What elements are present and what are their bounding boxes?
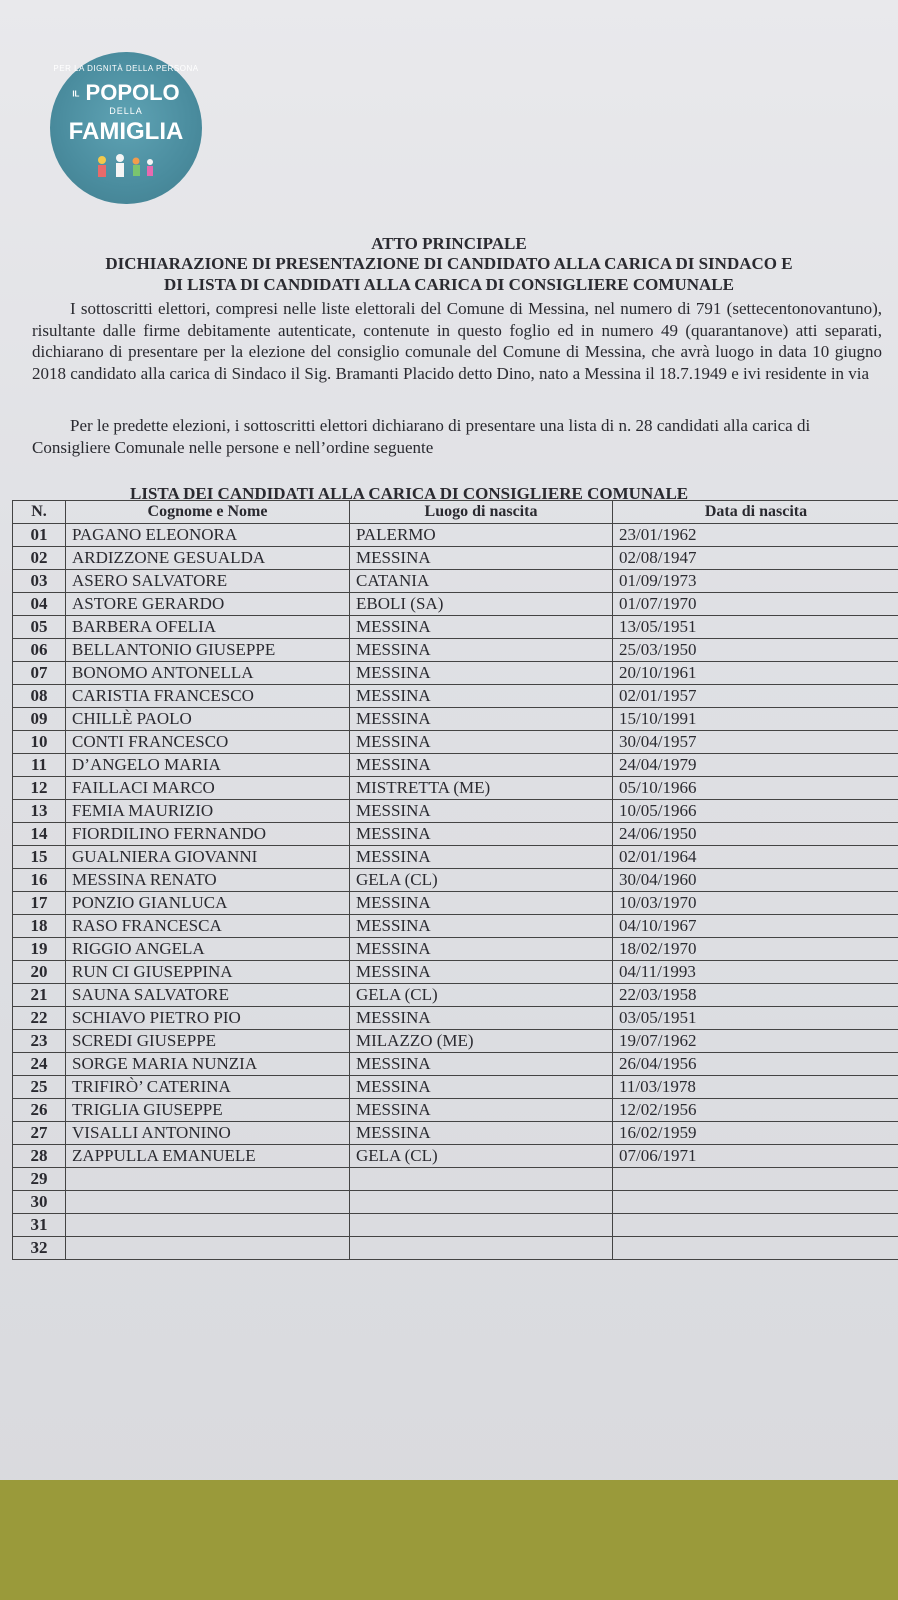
name-cell: D’ANGELO MARIA [66,754,350,777]
table-row [13,547,898,570]
logo-title-line2: DELLA [109,106,143,116]
name-cell: RUN CI GIUSEPPINA [66,961,350,984]
name-cell: FIORDILINO FERNANDO [66,823,350,846]
number-cell: 23 [13,1030,66,1053]
table-row [13,1053,898,1076]
name-cell [66,1191,350,1214]
table-row [13,685,898,708]
table-row [13,1122,898,1145]
table-row [13,984,898,1007]
birthplace-cell [350,1237,613,1260]
table-row [13,869,898,892]
birthplace-cell: PALERMO [350,524,613,547]
birthplace-cell: GELA (CL) [350,1145,613,1168]
table-row [13,800,898,823]
table-row [13,1145,898,1168]
name-cell: SCHIAVO PIETRO PIO [66,1007,350,1030]
birthplace-cell: MESSINA [350,915,613,938]
table-row [13,823,898,846]
document-title: ATTO PRINCIPALE [371,234,527,253]
birthplace-cell: GELA (CL) [350,869,613,892]
birthdate-cell: 10/03/1970 [613,892,898,915]
name-cell: VISALLI ANTONINO [66,1122,350,1145]
number-cell: 03 [13,570,66,593]
family-icon [90,152,162,182]
birthdate-cell [613,1214,898,1237]
table-row [13,1237,898,1260]
name-cell: FAILLACI MARCO [66,777,350,800]
birthdate-cell: 07/06/1971 [613,1145,898,1168]
table-row [13,1191,898,1214]
name-cell [66,1237,350,1260]
list-intro-paragraph: Per le predette elezioni, i sottoscritti elettori dichiarano di presentare una lista di n. 28 candidati alla carica di Consigliere Comunale nelle persone e nell’ordine seguente [32,416,811,457]
table-row [13,616,898,639]
birthdate-cell: 26/04/1956 [613,1053,898,1076]
name-cell: GUALNIERA GIOVANNI [66,846,350,869]
birthplace-cell: MESSINA [350,961,613,984]
number-cell: 06 [13,639,66,662]
birthplace-cell [350,1168,613,1191]
name-cell: BELLANTONIO GIUSEPPE [66,639,350,662]
number-cell: 19 [13,938,66,961]
birthplace-cell: MISTRETTA (ME) [350,777,613,800]
number-cell: 32 [13,1237,66,1260]
number-cell: 01 [13,524,66,547]
logo-prefix: IL [72,89,80,99]
number-cell: 13 [13,800,66,823]
name-cell: CONTI FRANCESCO [66,731,350,754]
table-row [13,754,898,777]
birthdate-cell: 03/05/1951 [613,1007,898,1030]
birthplace-cell: MESSINA [350,823,613,846]
birthplace-cell: MESSINA [350,731,613,754]
name-cell: TRIGLIA GIUSEPPE [66,1099,350,1122]
number-cell: 24 [13,1053,66,1076]
table-row [13,1007,898,1030]
header-name: Cognome e Nome [66,501,350,524]
table-row [13,731,898,754]
number-cell: 15 [13,846,66,869]
birthdate-cell: 13/05/1951 [613,616,898,639]
birthplace-cell [350,1191,613,1214]
birthdate-cell: 18/02/1970 [613,938,898,961]
birthplace-cell: MESSINA [350,846,613,869]
number-cell: 05 [13,616,66,639]
birthdate-cell: 10/05/1966 [613,800,898,823]
birthplace-cell: MESSINA [350,1053,613,1076]
document-subtitle-line2: DI LISTA DI CANDIDATI ALLA CARICA DI CONSIGLIERE COMUNALE [164,275,734,294]
number-cell: 11 [13,754,66,777]
birthplace-cell: MILAZZO (ME) [350,1030,613,1053]
number-cell: 29 [13,1168,66,1191]
party-logo [50,52,202,204]
background-bottom [0,1480,898,1600]
birthdate-cell: 02/01/1964 [613,846,898,869]
birthplace-cell [350,1214,613,1237]
table-row [13,570,898,593]
birthdate-cell: 20/10/1961 [613,662,898,685]
birthdate-cell: 01/07/1970 [613,593,898,616]
birthplace-cell: MESSINA [350,892,613,915]
birthdate-cell: 11/03/1978 [613,1076,898,1099]
birthplace-cell: MESSINA [350,938,613,961]
birthdate-cell [613,1168,898,1191]
number-cell: 04 [13,593,66,616]
birthplace-cell: MESSINA [350,685,613,708]
number-cell: 02 [13,547,66,570]
birthplace-cell: MESSINA [350,1007,613,1030]
birthdate-cell: 01/09/1973 [613,570,898,593]
table-header-row [13,501,898,524]
name-cell: ARDIZZONE GESUALDA [66,547,350,570]
header-number: N. [13,501,66,524]
birthdate-cell: 30/04/1960 [613,869,898,892]
table-row [13,1168,898,1191]
number-cell: 10 [13,731,66,754]
table-row [13,662,898,685]
number-cell: 21 [13,984,66,1007]
birthplace-cell: MESSINA [350,616,613,639]
table-row [13,1099,898,1122]
header-birthplace: Luogo di nascita [350,501,613,524]
birthdate-cell: 24/06/1950 [613,823,898,846]
table-row [13,892,898,915]
table-row [13,639,898,662]
birthdate-cell: 23/01/1962 [613,524,898,547]
table-row [13,846,898,869]
table-row [13,961,898,984]
number-cell: 26 [13,1099,66,1122]
name-cell: ASERO SALVATORE [66,570,350,593]
birthplace-cell: MESSINA [350,1122,613,1145]
name-cell [66,1214,350,1237]
birthplace-cell: EBOLI (SA) [350,593,613,616]
table-row [13,593,898,616]
declaration-paragraph: I sottoscritti elettori, compresi nelle liste elettorali del Comune di Messina, nel numero di 791 (settecentonovantuno), risultante dalle firme debitamente autenticate, contenute in questo foglio ed in numero 49 (quarantanove) atti separati, dichiarano di presentare per la elezione del consiglio comunale del Comune di Messina, che avrà luogo in data 10 giugno 2018 candidato alla carica di Sindaco il Sig. Bramanti Placido detto Dino, nato a Messina il 18.7.1949 e ivi residente in via [32,299,882,383]
logo-title-line3: FAMIGLIA [68,118,184,145]
number-cell: 27 [13,1122,66,1145]
table-row [13,938,898,961]
name-cell: RASO FRANCESCA [66,915,350,938]
birthplace-cell: GELA (CL) [350,984,613,1007]
number-cell: 08 [13,685,66,708]
number-cell: 12 [13,777,66,800]
birthplace-cell: MESSINA [350,1076,613,1099]
table-row [13,708,898,731]
header-birthdate: Data di nascita [613,501,898,524]
birthplace-cell: MESSINA [350,639,613,662]
name-cell: TRIFIRÒ’ CATERINA [66,1076,350,1099]
number-cell: 17 [13,892,66,915]
birthdate-cell: 04/11/1993 [613,961,898,984]
logo-title-line1 [50,80,202,106]
table-row [13,1214,898,1237]
name-cell: BONOMO ANTONELLA [66,662,350,685]
name-cell: SAUNA SALVATORE [66,984,350,1007]
birthdate-cell: 04/10/1967 [613,915,898,938]
birthplace-cell: CATANIA [350,570,613,593]
birthplace-cell: MESSINA [350,754,613,777]
birthplace-cell: MESSINA [350,800,613,823]
name-cell: RIGGIO ANGELA [66,938,350,961]
number-cell: 28 [13,1145,66,1168]
number-cell: 31 [13,1214,66,1237]
name-cell: FEMIA MAURIZIO [66,800,350,823]
birthplace-cell: MESSINA [350,1099,613,1122]
name-cell: PONZIO GIANLUCA [66,892,350,915]
birthdate-cell: 24/04/1979 [613,754,898,777]
birthdate-cell [613,1191,898,1214]
name-cell: CHILLÈ PAOLO [66,708,350,731]
birthdate-cell: 12/02/1956 [613,1099,898,1122]
name-cell: SORGE MARIA NUNZIA [66,1053,350,1076]
table-row [13,524,898,547]
name-cell: CARISTIA FRANCESCO [66,685,350,708]
name-cell: SCREDI GIUSEPPE [66,1030,350,1053]
number-cell: 22 [13,1007,66,1030]
name-cell: ASTORE GERARDO [66,593,350,616]
table-row [13,1076,898,1099]
candidates-list-title: LISTA DEI CANDIDATI ALLA CARICA DI CONSIGLIERE COMUNALE [130,484,689,503]
number-cell: 09 [13,708,66,731]
birthdate-cell: 02/01/1957 [613,685,898,708]
birthdate-cell: 15/10/1991 [613,708,898,731]
birthdate-cell: 25/03/1950 [613,639,898,662]
name-cell: MESSINA RENATO [66,869,350,892]
birthdate-cell: 19/07/1962 [613,1030,898,1053]
birthdate-cell: 22/03/1958 [613,984,898,1007]
candidates-table [12,500,898,1260]
document-subtitle-line1: DICHIARAZIONE DI PRESENTAZIONE DI CANDIDATO ALLA CARICA DI SINDACO E [105,254,793,273]
table-row [13,915,898,938]
number-cell: 18 [13,915,66,938]
name-cell: PAGANO ELEONORA [66,524,350,547]
table-row [13,777,898,800]
birthdate-cell: 05/10/1966 [613,777,898,800]
number-cell: 25 [13,1076,66,1099]
birthplace-cell: MESSINA [350,662,613,685]
number-cell: 16 [13,869,66,892]
number-cell: 30 [13,1191,66,1214]
logo-arc-text: PER LA DIGNITÀ DELLA PERSONA [53,64,199,73]
number-cell: 14 [13,823,66,846]
birthplace-cell: MESSINA [350,547,613,570]
birthdate-cell: 16/02/1959 [613,1122,898,1145]
number-cell: 07 [13,662,66,685]
number-cell: 20 [13,961,66,984]
table-row [13,1030,898,1053]
birthdate-cell: 02/08/1947 [613,547,898,570]
name-cell: ZAPPULLA EMANUELE [66,1145,350,1168]
logo-word-popolo: POPOLO [85,80,180,105]
birthplace-cell: MESSINA [350,708,613,731]
name-cell [66,1168,350,1191]
birthdate-cell [613,1237,898,1260]
name-cell: BARBERA OFELIA [66,616,350,639]
birthdate-cell: 30/04/1957 [613,731,898,754]
